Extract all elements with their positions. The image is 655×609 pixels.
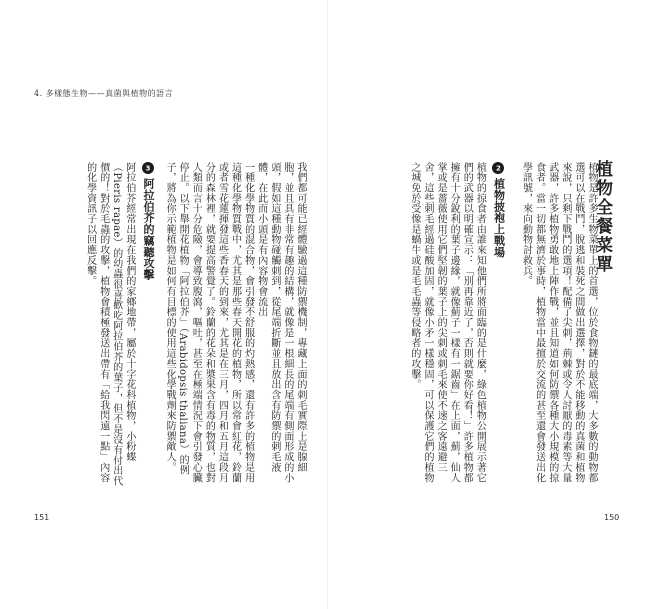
page-title: 植物全餐菜單	[592, 160, 612, 274]
right-page-body	[357, 162, 598, 487]
section-heading	[142, 162, 155, 487]
section-title: 植物披袍上戰場	[492, 178, 506, 258]
section-number-badge: 2	[492, 162, 504, 174]
paragraph: 植物的掠食者由誰來知他們所將面臨的是什麼，綠色植物公開展示著它們的武器以明確宣示：「別再靠近了，否則就要你好看！」許多植物都擁有十分銳利的葉子邊緣，就像薊子一樣有一鋸齒」在上面，薊，仙人掌或是薔薇使用它們堅韌的葉子上的尖刺或刺毛來使不速之客遠避三舍，這些刺毛經過硅酸加固，就像小矛一樣穩固，可以保護它們的植物之城免於受像是蝸牛或是毛毛蟲等侵略者的攻擊。	[408, 162, 486, 483]
page-gutter	[327, 0, 328, 609]
paragraph: 植物是許多生物菜單上的首選，位於食物鏈的最底端，大多數的動物都選可以在戰鬥，脫逃和裝死之間做出選擇，對於不能移動的真菌和植物來說，只剩下戰鬥的選項！配備了尖刺，荊棘或令人討厭的毒素等大量武器，許多植物勇敢地上陣作戰，並且知道如何防禦各種大小規模的掠食者。當一切都無濟於事時，植物當中最擅於交流的甚至還會發送出化學訊號，來向動物討救兵。	[520, 162, 597, 483]
page-number-left: 151	[34, 513, 50, 522]
section-number-badge: 3	[142, 162, 154, 174]
section-title: 阿拉伯芥的竊聽攻擊	[141, 178, 155, 281]
page-number-right: 150	[604, 513, 620, 522]
paragraph: 阿拉伯芥經常出現在我們的家鄉地帶，屬於十字花科植物，小粉蝶（Pieris rapae）的幼蟲很喜歡吃阿拉伯芥的葉子，但不是沒有付出代價的！對於毛蟲的攻擊，植物會積極發送出帶有「給我閃遠一點」內容的化學資訊子以回應反擊。	[84, 162, 135, 487]
paragraph: 我們都可能已經體驗過這種防禦機制，專藏上面的刺毛實際上是腺細胞，並且具有非常有趣的結構，就像是一根細長的尾端有側面形成的小頭，假如這種動物碰觸刺到，從尾端折斷並且放出含有防禦的刺毛液體，在此而小頭是有內容物會流出	[255, 162, 306, 483]
left-page-body	[36, 162, 307, 487]
section-heading	[492, 162, 505, 487]
paragraph: 一種化學物質的混合物，會引發不舒服的灼熱感，還有許多的植物是用這種化學物質戰中，尤其是那些春天開花的植物，所以常會紅花，鈴蘭或者雪花蓮揮發這些香春天的到來，尤其是在三月，四月和五月這段月分的森林裡，就要提高警覺了。鈴蘭的花朵和漿果含有毒的物質，也對人類而言十分危險，會導致腹瀉，嘔吐，甚至在極端情況下會引發心臟停止。以下舉開花植物「阿拉伯芥」（Arabidopsis thaliana）的例子，將為你示範植物是如何有目標的使用這些化學戰劑來防禦敵人。	[164, 162, 254, 483]
running-header: 4. 多樣態生物——真菌與植物的語言	[34, 89, 174, 98]
